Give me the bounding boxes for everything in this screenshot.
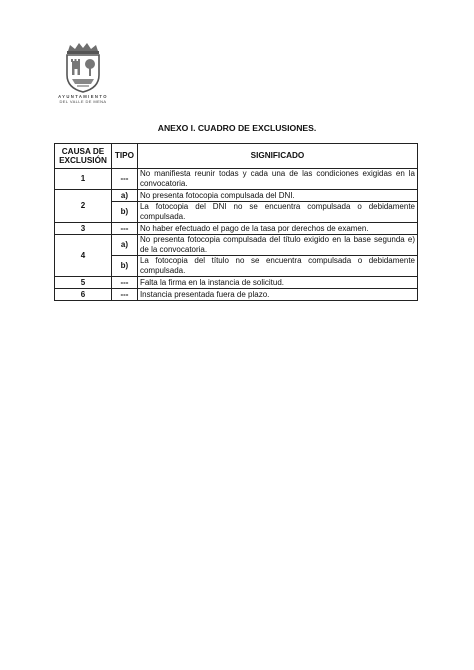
document-title: ANEXO I. CUADRO DE EXCLUSIONES.	[157, 123, 317, 133]
tipo-cell: b)	[111, 256, 137, 277]
header-causa: CAUSA DE EXCLUSIÓN	[55, 144, 112, 169]
significado-cell: No manifiesta reunir todas y cada una de las condiciones exigidas en la convocatoria.	[137, 169, 417, 190]
table-row	[55, 190, 418, 202]
header-significado: SIGNIFICADO	[137, 144, 417, 169]
table-header-row	[55, 144, 418, 169]
significado-cell: Instancia presentada fuera de plazo.	[137, 289, 417, 301]
significado-cell: No haber efectuado el pago de la tasa por derechos de examen.	[137, 223, 417, 235]
significado-cell: No presenta fotocopia compulsada del título exigido en la base segunda e) de la convocatoria.	[137, 235, 417, 256]
tipo-cell: b)	[111, 202, 137, 223]
logo-text-municipality: DEL VALLE DE MENA	[59, 99, 107, 104]
tipo-cell: a)	[111, 190, 137, 202]
tipo-cell: ---	[111, 277, 137, 289]
causa-cell: 4	[55, 235, 112, 277]
causa-cell: 5	[55, 277, 112, 289]
causa-cell: 3	[55, 223, 112, 235]
significado-cell: La fotocopia del título no se encuentra compulsada o debidamente compulsada.	[137, 256, 417, 277]
table-row	[55, 223, 418, 235]
significado-cell: No presenta fotocopia compulsada del DNI.	[137, 190, 417, 202]
table-row	[55, 169, 418, 190]
tipo-cell: ---	[111, 289, 137, 301]
causa-cell: 6	[55, 289, 112, 301]
tipo-cell: ---	[111, 223, 137, 235]
significado-cell: La fotocopia del DNI no se encuentra compulsada o debidamente compulsada.	[137, 202, 417, 223]
tipo-cell: a)	[111, 235, 137, 256]
logo-text-ayuntamiento: AYUNTAMIENTO	[58, 94, 108, 99]
exclusions-table	[54, 143, 418, 301]
table-row	[55, 289, 418, 301]
causa-cell: 2	[55, 190, 112, 223]
header-tipo: TIPO	[111, 144, 137, 169]
tipo-cell: ---	[111, 169, 137, 190]
table-row	[55, 277, 418, 289]
causa-cell: 1	[55, 169, 112, 190]
coat-of-arms-icon	[58, 42, 108, 94]
table-row	[55, 235, 418, 256]
significado-cell: Falta la firma en la instancia de solicitud.	[137, 277, 417, 289]
